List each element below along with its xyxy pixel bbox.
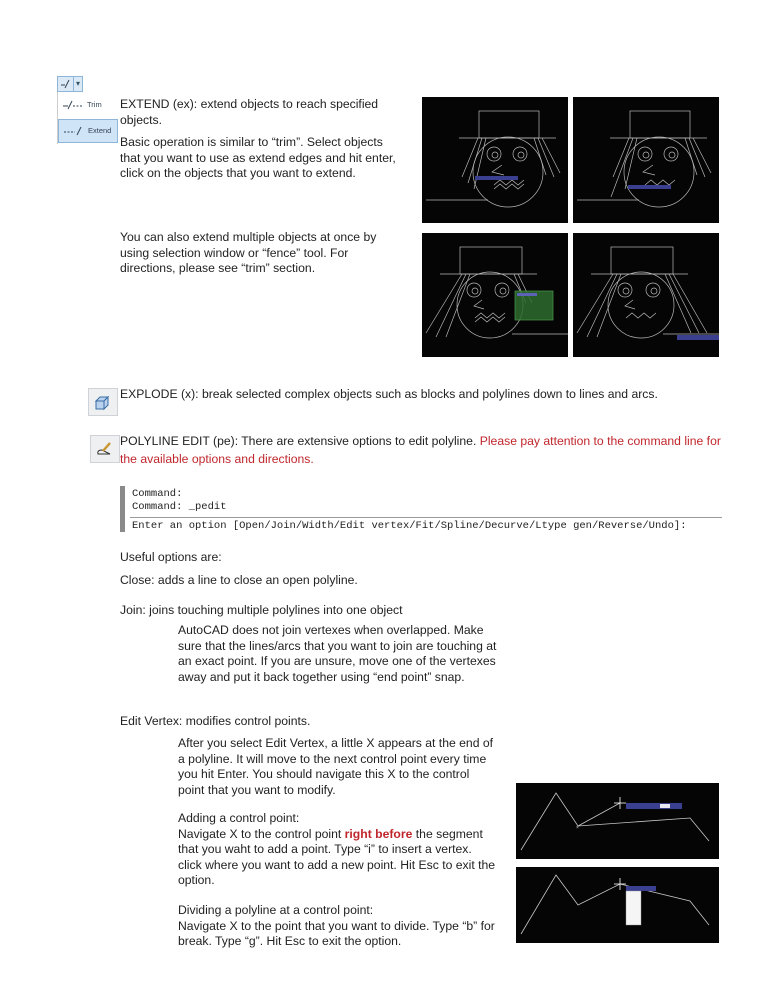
command-prompt[interactable]: Enter an option [Open/Join/Width/Edit vertex/Fit/Spline/Decurve/Ltype gen/Reverse/Undo]:	[132, 520, 687, 532]
cad-screenshot-1	[422, 97, 568, 223]
dividing-text: Navigate X to the point that you want to divide. Type “b” for break. Type “g”. Hit Esc to exit the option.	[178, 918, 495, 948]
cad-screenshot-2	[573, 97, 719, 223]
explode-text: EXPLODE (x): break selected complex objects such as blocks and polylines down to lines and arcs.	[120, 387, 658, 401]
option-edit-vertex: Edit Vertex: modifies control points.	[120, 714, 311, 728]
menu-item-label: Trim	[87, 100, 102, 110]
polyline-edit-icon	[95, 440, 115, 458]
explode-button[interactable]	[88, 388, 118, 416]
polyline-screenshot-insert	[516, 783, 719, 859]
adding-text-post: the segment that you waht to add a point. Type “i” to insert a vertex. click where you want to add a new point. Hit Esc to exit the option.	[178, 826, 496, 887]
trim-icon	[62, 100, 84, 110]
polyline-edit-button[interactable]	[90, 435, 120, 463]
trim-extend-split-button[interactable]	[57, 76, 83, 92]
command-line-grip[interactable]	[120, 486, 125, 532]
extend-multiple-paragraph	[120, 230, 400, 277]
options-intro: Useful options are:	[120, 550, 222, 564]
cad-screenshot-4	[573, 233, 719, 357]
trim-extend-dropdown	[57, 92, 117, 144]
option-edit-vertex-note: After you select Edit Vertex, a little X appears at the end of a polyline. It will move to the next control point every time you hit Enter. You should navigate this X to the control point that you want to modify.	[178, 736, 494, 797]
option-join-note: AutoCAD does not join vertexes when overlapped. Make sure that the lines/arcs that you want to join are touching at an exact point. If you are unsure, move one of the vertexes away and put it back together using “end point” snap.	[178, 623, 497, 684]
command-line-window	[120, 486, 722, 532]
menu-item-label: Extend	[88, 126, 112, 136]
polyline-edit-text	[120, 432, 725, 468]
command-history-line: Command: _pedit	[132, 501, 227, 513]
svg-text:×: ×	[576, 825, 579, 831]
extend-icon	[63, 126, 85, 136]
command-history-line: Command:	[132, 488, 183, 500]
adding-control-point-section	[178, 811, 496, 889]
extend-paragraph: Basic operation is similar to “trim”. Select objects that you want to use as extend edges and hit enter, click on the objects that you want to extend.	[120, 135, 396, 180]
explode-icon	[93, 393, 113, 411]
extend-multiple-text: You can also extend multiple objects at once by using selection window or “fence” tool. For directions, please see “trim” section.	[120, 230, 377, 275]
divider	[130, 517, 722, 518]
dividing-title: Dividing a polyline at a control point:	[178, 903, 374, 917]
dividing-section	[178, 903, 496, 950]
extend-icon[interactable]	[58, 77, 73, 91]
extend-title: EXTEND (ex): extend objects to reach specified objects.	[120, 97, 379, 127]
polyline-edit-highlight: Please pay attention to the command line for the available options and directions.	[120, 434, 721, 466]
adding-text	[178, 827, 496, 889]
polyline-screenshot-break	[516, 867, 719, 943]
polyline-edit-description: POLYLINE EDIT (pe): There are extensive options to edit polyline.	[120, 434, 480, 448]
adding-title: Adding a control point:	[178, 811, 300, 825]
extend-section	[120, 97, 400, 182]
cad-screenshot-3	[422, 233, 568, 357]
adding-text-pre: Navigate X to the control point	[178, 826, 345, 841]
menu-item-trim[interactable]	[58, 94, 116, 116]
adding-text-highlight: right before	[344, 826, 413, 841]
option-join: Join: joins touching multiple polylines into one object	[120, 603, 403, 617]
option-close: Close: adds a line to close an open polyline.	[120, 573, 358, 587]
chevron-down-icon[interactable]: ▾	[73, 77, 82, 91]
menu-item-extend[interactable]	[58, 119, 118, 143]
